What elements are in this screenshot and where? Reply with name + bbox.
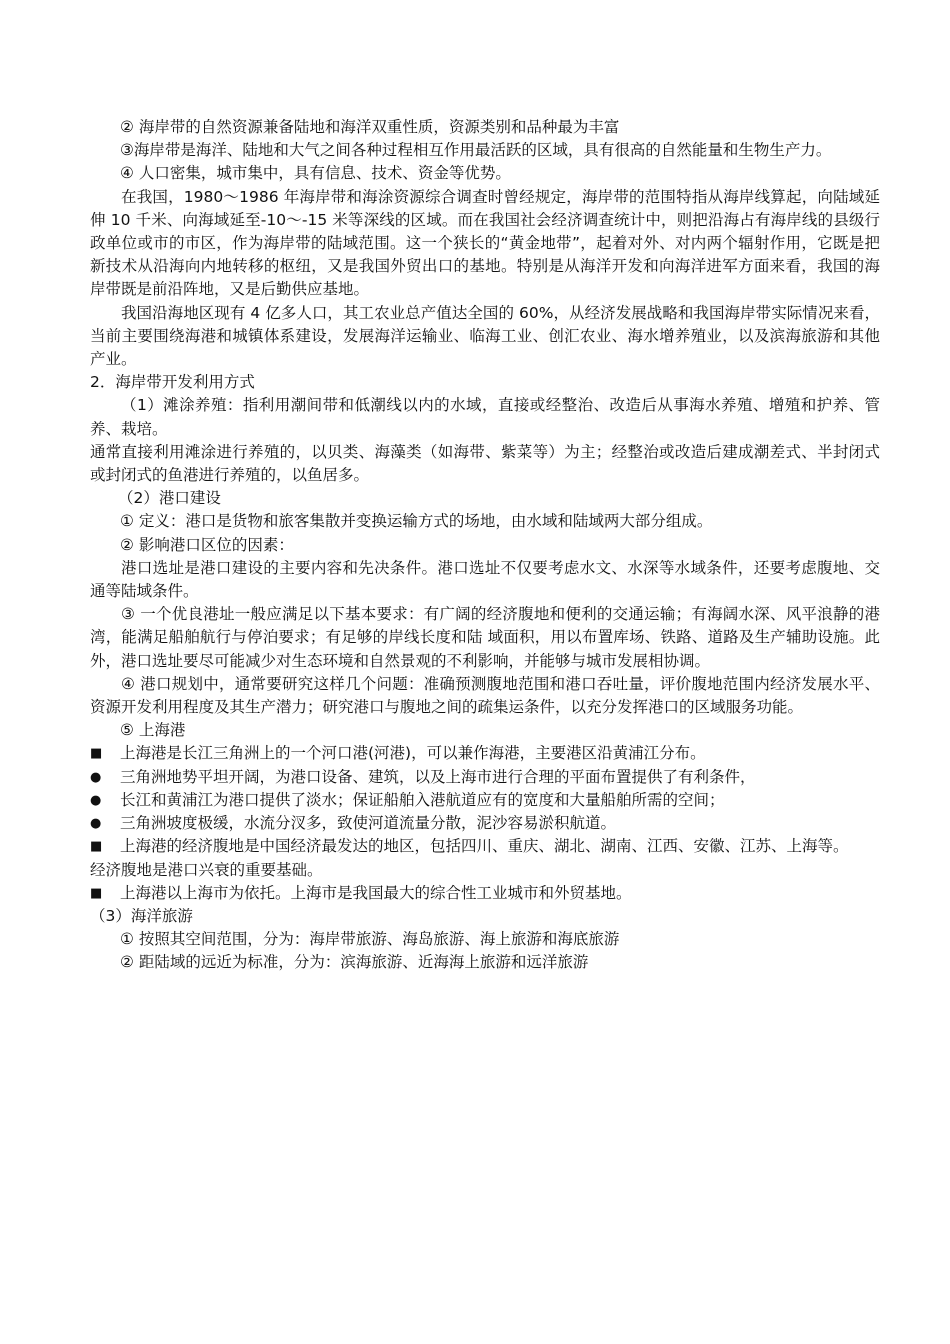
shanghai-port-title: ⑤ 上海港 (120, 721, 186, 740)
round-bullet-icon: ● (90, 816, 102, 832)
square-bullet-icon: ■ (90, 885, 103, 901)
list-item-text: 三角洲地势平坦开阔，为港口设备、建筑，以及上海市进行合理的平面布置提供了有利条件， (120, 767, 756, 786)
list-item-text: 三角洲坡度极缓，水流分汊多，致使河道流量分散，泥沙容易淤积航道。 (120, 814, 617, 833)
tourism-item-2: ② 距陆域的远近为标准，分为：滨海旅游、近海海上旅游和远洋旅游 (120, 953, 589, 972)
document-page (90, 116, 880, 975)
coastal-scope-paragraph: 在我国，1980～1986 年海岸带和海涂资源综合调查时曾经规定，海岸带的范围特指从海岸线算起，向陆域延伸 10 千米、向海域延至-10～-15 米等深线的区域。而在我国社会经济调查统计中，则把沿海占有海岸线的县级行政单位或市的市区，作为海岸带的陆域范围。这一个狭长的“黄金地带”，起着对外、对内两个辐射作用，它既是把新技术从沿海向内地转移的枢纽，又是我国外贸出口的基地。特别是从海洋开发和向海洋进军方面来看，我国的海岸带既是前沿阵地，又是后勤供应基地。 (90, 187, 880, 299)
tourism-item-1: ① 按照其空间范围，分为：海岸带旅游、海岛旅游、海上旅游和海底旅游 (120, 930, 620, 949)
coastal-feature-4: ④ 人口密集，城市集中，具有信息、技术、资金等优势。 (120, 164, 511, 183)
list-item-text: 长江和黄浦江为港口提供了淡水；保证船舶入港航道应有的宽度和大量船舶所需的空间； (120, 790, 725, 809)
list-item-text: 上海港的经济腹地是中国经济最发达的地区，包括四川、重庆、湖北、湖南、江西、安徽、江苏、上海等。 (120, 837, 849, 856)
square-bullet-icon: ■ (90, 839, 103, 855)
list-item (90, 812, 880, 835)
tidal-flat-definition: （1）滩涂养殖：指利用潮间带和低潮线以内的水域，直接或经整治、改造后从事海水养殖、增殖和护养、管养、栽培。 (90, 396, 880, 438)
coastal-feature-2: ② 海岸带的自然资源兼备陆地和海洋双重性质，资源类别和品种最为丰富 (120, 118, 620, 136)
list-item (90, 742, 880, 765)
port-section-title: （2）港口建设 (118, 489, 221, 508)
port-factors-body: 港口选址是港口建设的主要内容和先决条件。港口选址不仅要考虑水文、水深等水域条件，还要考虑腹地、交通等陆域条件。 (90, 558, 880, 601)
port-definition: ① 定义：港口是货物和旅客集散并变换运输方式的场地，由水域和陆域两大部分组成。 (120, 512, 713, 531)
square-bullet-icon: ■ (90, 746, 103, 762)
coastal-feature-3: ③海岸带是海洋、陆地和大气之间各种过程相互作用最活跃的区域，具有很高的自然能量和生物生产力。 (120, 141, 832, 160)
list-item (90, 789, 880, 812)
list-item (90, 835, 880, 858)
port-planning: ④ 港口规划中，通常要研究这样几个问题：准确预测腹地范围和港口吞吐量，评价腹地范围内经济发展水平、资源开发利用程度及其生产潜力；研究港口与腹地之间的疏集运条件，以充分发挥港口的区域服务功能。 (90, 674, 880, 717)
list-item (90, 882, 880, 905)
list-item-text: 上海港以上海市为依托。上海市是我国最大的综合性工业城市和外贸基地。 (120, 883, 632, 902)
section-heading-2: 2．海岸带开发利用方式 (90, 373, 255, 392)
port-factors-title: ② 影响港口区位的因素： (120, 535, 294, 554)
round-bullet-icon: ● (90, 792, 102, 808)
list-item (90, 766, 880, 789)
coastal-economy-paragraph: 我国沿海地区现有 4 亿多人口，其工农业总产值达全国的 60%，从经济发展战略和我国海岸带实际情况来看，当前主要围绕海港和城镇体系建设，发展海洋运输业、临海工业、创汇农业、海水增养殖业，以及滨海旅游和其他产业。 (90, 303, 880, 369)
tourism-section-title: （3）海洋旅游 (90, 906, 193, 925)
tidal-flat-body: 通常直接利用滩涂进行养殖的，以贝类、海藻类（如海带、紫菜等）为主；经整治或改造后建成潮差式、半封闭式或封闭式的鱼港进行养殖的，以鱼居多。 (90, 442, 880, 485)
round-bullet-icon: ● (90, 769, 102, 785)
hinterland-note: 经济腹地是港口兴衰的重要基础。 (90, 860, 323, 879)
port-requirements: ③ 一个优良港址一般应满足以下基本要求：有广阔的经济腹地和便利的交通运输；有海阔水深、风平浪静的港湾，能满足船舶航行与停泊要求；有足够的岸线长度和陆 域面积，用以布置库场、铁路、道路及生产辅助设施。此外，港口选址要尽可能减少对生态环境和自然景观的不利影响，并能够与城市发展相协调。 (90, 605, 880, 670)
list-item-text: 上海港是长江三角洲上的一个河口港(河港)，可以兼作海港，主要港区沿黄浦江分布。 (120, 744, 706, 763)
